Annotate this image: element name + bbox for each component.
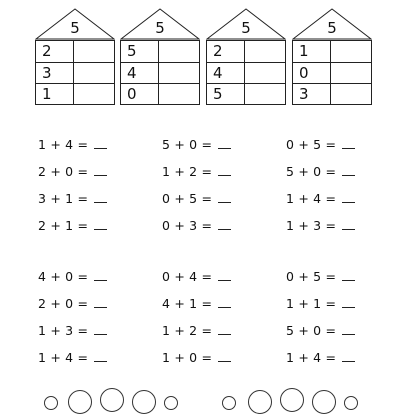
equation-text: 1 + 4 = bbox=[38, 137, 89, 152]
equation bbox=[38, 163, 148, 181]
circle-icon bbox=[280, 388, 304, 412]
circle-icon bbox=[248, 390, 272, 414]
answer-blank[interactable] bbox=[94, 191, 107, 203]
circle-icon bbox=[312, 390, 336, 414]
circle-icon bbox=[100, 388, 124, 412]
circle-icon bbox=[344, 396, 358, 410]
house-row bbox=[36, 83, 114, 105]
equation bbox=[286, 349, 396, 367]
answer-blank[interactable] bbox=[218, 164, 231, 176]
answer-blank[interactable] bbox=[94, 164, 107, 176]
answer-blank[interactable] bbox=[342, 218, 355, 230]
circle-icon bbox=[44, 396, 58, 410]
equation-text: 1 + 2 = bbox=[162, 164, 213, 179]
house-grid bbox=[292, 40, 372, 105]
equation bbox=[38, 190, 148, 208]
equation bbox=[38, 136, 148, 154]
number-houses bbox=[0, 0, 400, 110]
equation bbox=[162, 322, 272, 340]
equation-text: 0 + 4 = bbox=[162, 269, 213, 284]
equation bbox=[38, 322, 148, 340]
equation-text: 3 + 1 = bbox=[38, 191, 89, 206]
equation bbox=[286, 190, 396, 208]
answer-blank[interactable] bbox=[218, 137, 231, 149]
house-row bbox=[207, 41, 285, 62]
answer-cell[interactable] bbox=[246, 84, 285, 105]
equation-text: 1 + 4 = bbox=[286, 191, 337, 206]
roof-number: 5 bbox=[327, 19, 337, 37]
bottom-circle-row bbox=[0, 386, 400, 406]
answer-blank[interactable] bbox=[342, 296, 355, 308]
equation-text: 0 + 5 = bbox=[286, 137, 337, 152]
equation-text: 5 + 0 = bbox=[162, 137, 213, 152]
equation-text: 2 + 0 = bbox=[38, 164, 89, 179]
equation bbox=[38, 295, 148, 313]
circle-icon bbox=[164, 396, 178, 410]
equation-text: 1 + 3 = bbox=[286, 218, 337, 233]
answer-blank[interactable] bbox=[94, 296, 107, 308]
equation-text: 5 + 0 = bbox=[286, 164, 337, 179]
answer-cell[interactable] bbox=[160, 63, 199, 84]
roof-number: 5 bbox=[70, 19, 80, 37]
answer-blank[interactable] bbox=[342, 137, 355, 149]
given-number: 2 bbox=[207, 41, 245, 62]
equation-text: 1 + 1 = bbox=[286, 296, 337, 311]
house-row bbox=[121, 62, 199, 84]
number-house-3 bbox=[206, 8, 286, 104]
equation-text: 0 + 5 = bbox=[162, 191, 213, 206]
equation bbox=[286, 322, 396, 340]
answer-blank[interactable] bbox=[218, 269, 231, 281]
answer-blank[interactable] bbox=[94, 218, 107, 230]
answer-cell[interactable] bbox=[246, 63, 285, 84]
equation-text: 2 + 1 = bbox=[38, 218, 89, 233]
house-grid bbox=[206, 40, 286, 105]
equation bbox=[38, 217, 148, 235]
house-row bbox=[121, 83, 199, 105]
answer-blank[interactable] bbox=[342, 323, 355, 335]
given-number: 3 bbox=[36, 63, 74, 84]
house-row bbox=[207, 83, 285, 105]
number-house-1 bbox=[35, 8, 115, 104]
given-number: 3 bbox=[293, 84, 331, 105]
answer-cell[interactable] bbox=[160, 41, 199, 62]
answer-blank[interactable] bbox=[94, 323, 107, 335]
answer-blank[interactable] bbox=[342, 191, 355, 203]
house-row bbox=[293, 83, 371, 105]
given-number: 0 bbox=[293, 63, 331, 84]
answer-blank[interactable] bbox=[218, 218, 231, 230]
equation bbox=[286, 217, 396, 235]
answer-blank[interactable] bbox=[218, 323, 231, 335]
answer-cell[interactable] bbox=[75, 41, 114, 62]
given-number: 5 bbox=[207, 84, 245, 105]
given-number: 4 bbox=[121, 63, 159, 84]
equation bbox=[162, 163, 272, 181]
equation bbox=[162, 190, 272, 208]
equation bbox=[162, 268, 272, 286]
answer-cell[interactable] bbox=[332, 41, 371, 62]
house-grid bbox=[35, 40, 115, 105]
equation-text: 1 + 0 = bbox=[162, 350, 213, 365]
answer-blank[interactable] bbox=[218, 350, 231, 362]
equation bbox=[38, 349, 148, 367]
given-number: 1 bbox=[293, 41, 331, 62]
house-grid bbox=[120, 40, 200, 105]
given-number: 1 bbox=[36, 84, 74, 105]
equation bbox=[38, 268, 148, 286]
roof-number: 5 bbox=[241, 19, 251, 37]
equation bbox=[162, 295, 272, 313]
given-number: 2 bbox=[36, 41, 74, 62]
equation-text: 1 + 2 = bbox=[162, 323, 213, 338]
house-row bbox=[36, 41, 114, 62]
answer-blank[interactable] bbox=[94, 350, 107, 362]
circle-icon bbox=[132, 390, 156, 414]
equation bbox=[286, 268, 396, 286]
given-number: 4 bbox=[207, 63, 245, 84]
equation-text: 4 + 0 = bbox=[38, 269, 89, 284]
answer-blank[interactable] bbox=[342, 269, 355, 281]
equation-text: 2 + 0 = bbox=[38, 296, 89, 311]
answer-cell[interactable] bbox=[332, 84, 371, 105]
house-row bbox=[121, 41, 199, 62]
equation bbox=[286, 163, 396, 181]
given-number: 5 bbox=[121, 41, 159, 62]
number-house-2 bbox=[120, 8, 200, 104]
answer-blank[interactable] bbox=[94, 137, 107, 149]
house-row bbox=[36, 62, 114, 84]
answer-cell[interactable] bbox=[160, 84, 199, 105]
equation bbox=[162, 136, 272, 154]
answer-blank[interactable] bbox=[342, 164, 355, 176]
answer-cell[interactable] bbox=[332, 63, 371, 84]
answer-blank[interactable] bbox=[94, 269, 107, 281]
answer-cell[interactable] bbox=[246, 41, 285, 62]
equation bbox=[162, 217, 272, 235]
answer-blank[interactable] bbox=[218, 296, 231, 308]
equation bbox=[162, 349, 272, 367]
given-number: 0 bbox=[121, 84, 159, 105]
house-row bbox=[207, 62, 285, 84]
equation-text: 4 + 1 = bbox=[162, 296, 213, 311]
house-row bbox=[293, 62, 371, 84]
answer-cell[interactable] bbox=[75, 84, 114, 105]
circle-icon bbox=[222, 396, 236, 410]
equation-text: 1 + 4 = bbox=[286, 350, 337, 365]
equation bbox=[286, 295, 396, 313]
equation-text: 1 + 3 = bbox=[38, 323, 89, 338]
equation-text: 0 + 3 = bbox=[162, 218, 213, 233]
answer-blank[interactable] bbox=[218, 191, 231, 203]
number-house-4 bbox=[292, 8, 372, 104]
answer-blank[interactable] bbox=[342, 350, 355, 362]
equation-text: 5 + 0 = bbox=[286, 323, 337, 338]
equation-text: 1 + 4 = bbox=[38, 350, 89, 365]
equation-text: 0 + 5 = bbox=[286, 269, 337, 284]
circle-icon bbox=[68, 390, 92, 414]
equation bbox=[286, 136, 396, 154]
roof-number: 5 bbox=[155, 19, 165, 37]
house-row bbox=[293, 41, 371, 62]
answer-cell[interactable] bbox=[75, 63, 114, 84]
